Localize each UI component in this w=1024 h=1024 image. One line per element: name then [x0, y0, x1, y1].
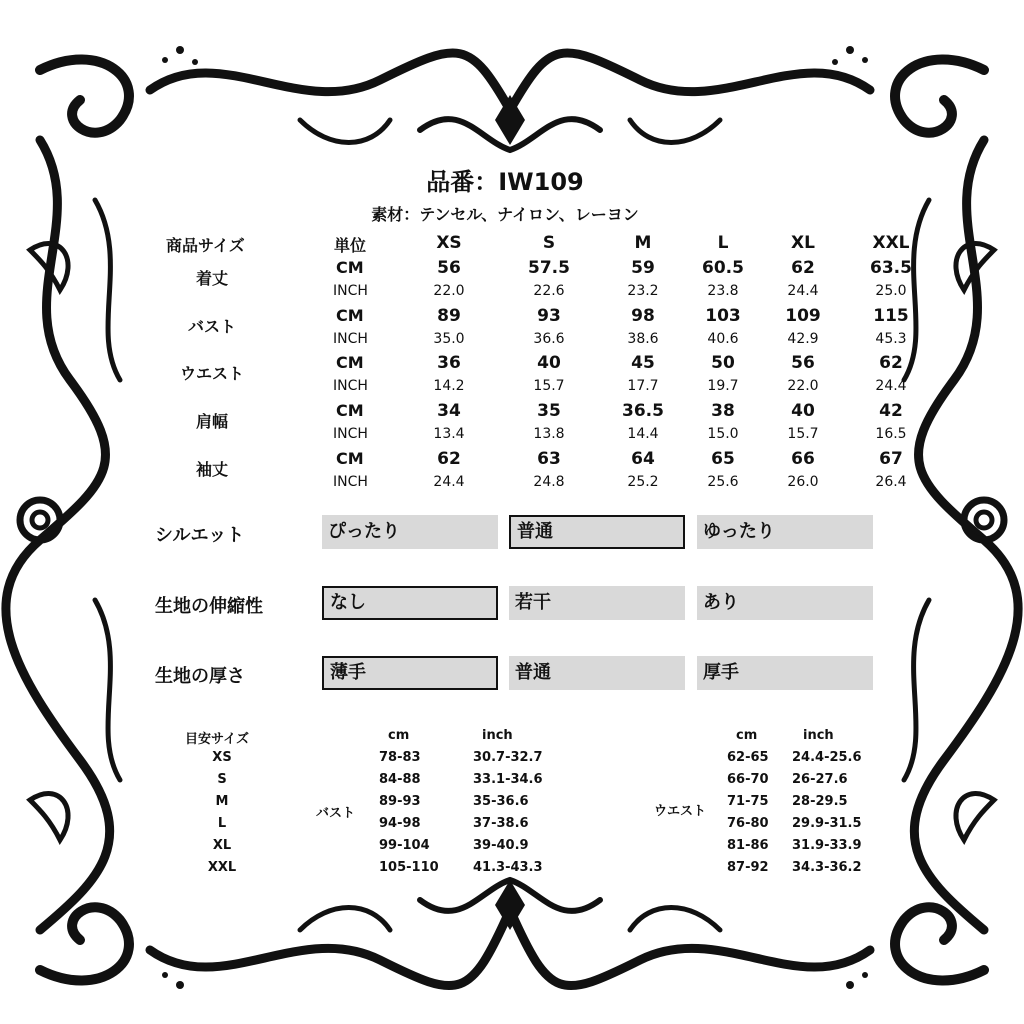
bust-inch-range: 39-40.9 — [473, 838, 529, 853]
cm-value-cell: 60.5 — [702, 258, 744, 278]
bust-cm-range: 105-110 — [379, 860, 439, 875]
bust-cm-header: cm — [388, 728, 410, 743]
waist-cm-header: cm — [736, 728, 758, 743]
inch-value-cell: 40.6 — [707, 331, 739, 347]
waist-inch-range: 29.9-31.5 — [792, 816, 862, 831]
waist-inch-range: 24.4-25.6 — [792, 750, 862, 765]
waist-cm-range: 81-86 — [727, 838, 769, 853]
waist-cm-range: 71-75 — [727, 794, 769, 809]
guide-size-label: M — [215, 794, 229, 809]
inch-value-cell: 24.4 — [875, 378, 907, 394]
unit-inch: INCH — [333, 474, 368, 490]
unit-cm: CM — [336, 258, 364, 277]
cm-value-cell: 67 — [879, 449, 903, 469]
inch-value-cell: 36.6 — [533, 331, 565, 347]
bust-inch-header: inch — [482, 728, 513, 743]
measurement-label: バスト — [187, 317, 236, 336]
inch-value-cell: 22.0 — [787, 378, 819, 394]
bust-label: バスト — [316, 806, 356, 821]
cm-value-cell: 63.5 — [870, 258, 912, 278]
cm-value-cell: 62 — [437, 449, 461, 469]
size-column-header: L — [717, 233, 729, 253]
bust-inch-range: 35-36.6 — [473, 794, 529, 809]
guide-size-label: XXL — [207, 860, 237, 875]
size-column-header: S — [542, 233, 556, 253]
inch-value-cell: 24.4 — [433, 474, 465, 490]
inch-value-cell: 16.5 — [875, 426, 907, 442]
cm-value-cell: 34 — [437, 401, 461, 421]
inch-value-cell: 38.6 — [627, 331, 659, 347]
cm-value-cell: 93 — [537, 306, 561, 326]
inch-value-cell: 15.0 — [707, 426, 739, 442]
cm-value-cell: 50 — [711, 353, 735, 373]
waist-cm-range: 87-92 — [727, 860, 769, 875]
cm-value-cell: 103 — [705, 306, 741, 326]
inch-value-cell: 42.9 — [787, 331, 819, 347]
guide-size-label: L — [217, 816, 227, 831]
scale-option-selected: なし — [322, 586, 498, 620]
cm-value-cell: 35 — [537, 401, 561, 421]
bust-inch-range: 33.1-34.6 — [473, 772, 543, 787]
unit-cm: CM — [336, 401, 364, 420]
cm-value-cell: 56 — [437, 258, 461, 278]
inch-value-cell: 14.4 — [627, 426, 659, 442]
inch-value-cell: 23.8 — [707, 283, 739, 299]
inch-value-cell: 15.7 — [533, 378, 565, 394]
bust-cm-range: 84-88 — [379, 772, 421, 787]
cm-value-cell: 62 — [879, 353, 903, 373]
inch-value-cell: 14.2 — [433, 378, 465, 394]
inch-value-cell: 15.7 — [787, 426, 819, 442]
unit-header-label: 単位 — [334, 236, 367, 255]
inch-value-cell: 25.6 — [707, 474, 739, 490]
waist-inch-range: 34.3-36.2 — [792, 860, 862, 875]
inch-value-cell: 13.8 — [533, 426, 565, 442]
scale-option: ぴったり — [322, 515, 498, 549]
cm-value-cell: 59 — [631, 258, 655, 278]
size-guide-title: 目安サイズ — [185, 732, 249, 747]
waist-cm-range: 62-65 — [727, 750, 769, 765]
unit-inch: INCH — [333, 426, 368, 442]
measurement-label: 肩幅 — [195, 412, 228, 431]
cm-value-cell: 36 — [437, 353, 461, 373]
measurement-label: 着丈 — [195, 269, 228, 288]
cm-value-cell: 115 — [873, 306, 909, 326]
bust-inch-range: 37-38.6 — [473, 816, 529, 831]
inch-value-cell: 26.4 — [875, 474, 907, 490]
cm-value-cell: 57.5 — [528, 258, 570, 278]
cm-value-cell: 62 — [791, 258, 815, 278]
unit-inch: INCH — [333, 283, 368, 299]
guide-size-label: XS — [212, 750, 232, 765]
size-column-header: XL — [791, 233, 815, 253]
unit-cm: CM — [336, 306, 364, 325]
waist-cm-range: 66-70 — [727, 772, 769, 787]
guide-size-label: S — [217, 772, 227, 787]
attribute-label: シルエット — [155, 525, 245, 546]
scale-option: 若干 — [509, 586, 685, 620]
waist-inch-range: 28-29.5 — [792, 794, 848, 809]
inch-value-cell: 24.4 — [787, 283, 819, 299]
cm-value-cell: 64 — [631, 449, 655, 469]
cm-value-cell: 42 — [879, 401, 903, 421]
waist-inch-range: 31.9-33.9 — [792, 838, 862, 853]
inch-value-cell: 13.4 — [433, 426, 465, 442]
product-number-title: 品番：IW109 — [426, 168, 584, 196]
bust-cm-range: 99-104 — [379, 838, 430, 853]
scale-option: 厚手 — [697, 656, 873, 690]
scale-option: 普通 — [509, 656, 685, 690]
waist-cm-range: 76-80 — [727, 816, 769, 831]
cm-value-cell: 56 — [791, 353, 815, 373]
waist-inch-range: 26-27.6 — [792, 772, 848, 787]
bust-inch-range: 41.3-43.3 — [473, 860, 543, 875]
waist-label: ウエスト — [654, 804, 707, 819]
unit-cm: CM — [336, 449, 364, 468]
inch-value-cell: 17.7 — [627, 378, 659, 394]
inch-value-cell: 22.6 — [533, 283, 565, 299]
unit-cm: CM — [336, 353, 364, 372]
cm-value-cell: 63 — [537, 449, 561, 469]
bust-cm-range: 94-98 — [379, 816, 421, 831]
cm-value-cell: 109 — [785, 306, 821, 326]
unit-inch: INCH — [333, 331, 368, 347]
cm-value-cell: 45 — [631, 353, 655, 373]
waist-inch-header: inch — [803, 728, 834, 743]
bust-inch-range: 30.7-32.7 — [473, 750, 543, 765]
cm-value-cell: 40 — [791, 401, 815, 421]
inch-value-cell: 24.8 — [533, 474, 565, 490]
cm-value-cell: 89 — [437, 306, 461, 326]
unit-inch: INCH — [333, 378, 368, 394]
scale-option: ゆったり — [697, 515, 873, 549]
measurement-label: 袖丈 — [195, 460, 228, 479]
cm-value-cell: 65 — [711, 449, 735, 469]
guide-size-label: XL — [212, 838, 232, 853]
cm-value-cell: 38 — [711, 401, 735, 421]
inch-value-cell: 45.3 — [875, 331, 907, 347]
bust-cm-range: 78-83 — [379, 750, 421, 765]
inch-value-cell: 25.2 — [627, 474, 659, 490]
inch-value-cell: 26.0 — [787, 474, 819, 490]
measurement-label: ウエスト — [179, 364, 244, 383]
attribute-label: 生地の伸縮性 — [155, 596, 263, 617]
inch-value-cell: 35.0 — [433, 331, 465, 347]
cm-value-cell: 36.5 — [622, 401, 664, 421]
size-column-header: XXL — [872, 233, 910, 253]
inch-value-cell: 23.2 — [627, 283, 659, 299]
scale-option-selected: 普通 — [509, 515, 685, 549]
inch-value-cell: 22.0 — [433, 283, 465, 299]
scale-option-selected: 薄手 — [322, 656, 498, 690]
size-column-header: XS — [436, 233, 462, 253]
size-header-label: 商品サイズ — [166, 236, 245, 255]
cm-value-cell: 66 — [791, 449, 815, 469]
scale-option: あり — [697, 586, 873, 620]
attribute-label: 生地の厚さ — [155, 666, 245, 687]
size-column-header: M — [634, 233, 652, 253]
inch-value-cell: 25.0 — [875, 283, 907, 299]
cm-value-cell: 98 — [631, 306, 655, 326]
inch-value-cell: 19.7 — [707, 378, 739, 394]
cm-value-cell: 40 — [537, 353, 561, 373]
material-line: 素材：テンセル、ナイロン、レーヨン — [371, 205, 639, 224]
bust-cm-range: 89-93 — [379, 794, 421, 809]
